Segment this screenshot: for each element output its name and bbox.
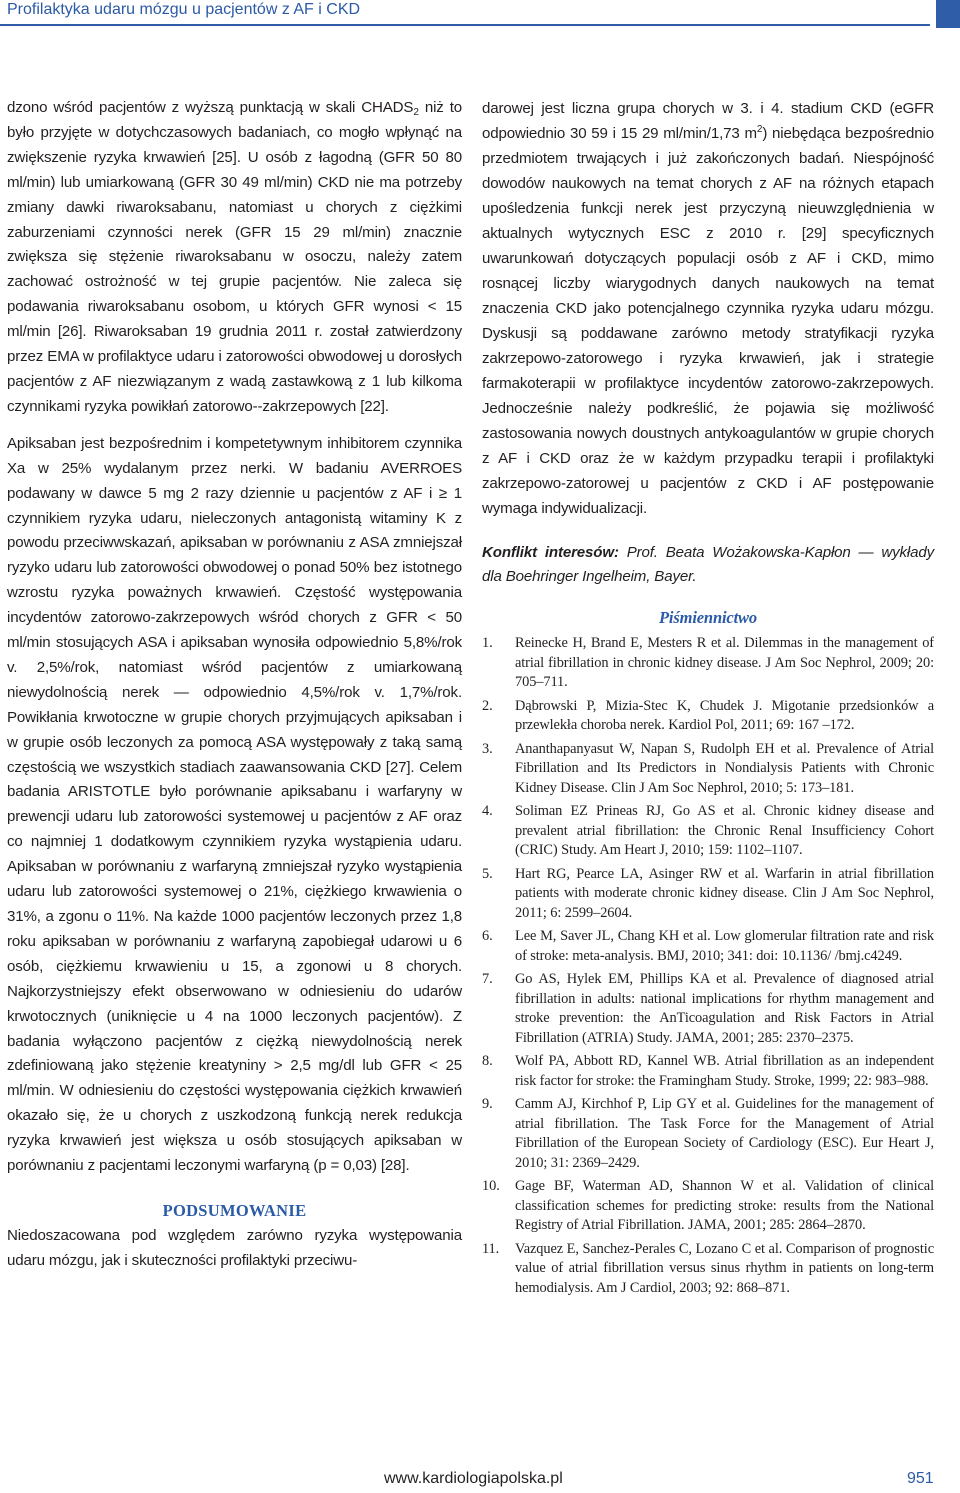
- reference-number: 1.: [482, 635, 493, 651]
- references-list: [482, 634, 934, 1298]
- running-header: [0, 0, 960, 28]
- paragraph-summary-continued: [482, 96, 934, 521]
- reference-number: 8.: [482, 1053, 493, 1069]
- reference-item: [482, 697, 934, 736]
- reference-number: 6.: [482, 928, 493, 944]
- reference-text: Go AS, Hylek EM, Phillips KA et al. Prevalence of diagnosed atrial fibrillation in adults: national implications for rhythm management and stroke prevention: the AnTicoagulation and Risk Factors in Atrial Fibrillation (ATRIA) Study. JAMA, 2001; 285: 2370–2375.: [515, 971, 934, 1046]
- references-heading: Piśmiennictwo: [659, 608, 757, 627]
- reference-item: [482, 865, 934, 924]
- superscript: 2: [756, 124, 763, 135]
- reference-item: [482, 1240, 934, 1299]
- reference-number: 5.: [482, 865, 493, 882]
- reference-text: Ananthapanyasut W, Napan S, Rudolph EH et al. Prevalence of Atrial Fibrillation and Its Predictors in Nondialysis Patients with Chronic Kidney Disease. Clin J Am Soc Nephrol, 2010; 5: 173–181.: [515, 740, 934, 796]
- conflict-text: Prof. Beata Wożakowska-Kapłon — wykłady dla Boehringer Ingelheim, Bayer.: [482, 544, 934, 585]
- reference-text: Wolf PA, Abbott RD, Kannel WB. Atrial fibrillation as an independent risk factor for stroke: the Framingham Study. Stroke, 1999; 22: 983–988.: [515, 1053, 934, 1089]
- paragraph-text: ) niebędąca bezpośrednio przedmiotem trwających i już zakończonych badań. Niespójność dowodów naukowych na temat chorych z AF na różnych etapach upośledzenia funkcji nerek jest przyczyną nieuwzględnienia w aktualnych wytycznych ESC z 2010 r. [29] specyficznych uwarunkowań dotyczących populacji osób z AF i CKD, mimo rosnącej liczby wiarygodnych danych naukowych na temat znaczenia CKD jako potencjalnego czynnika ryzyka udaru mózgu. Dyskusji są poddawane zarówno metody stratyfikacji ryzyka zakrzepowo-zatorowego i ryzyka krwawień, jak i strategie farmakoterapii w profilaktyce incydentów zatorowo-zakrzepowych. Jednocześnie należy podkreślić, że pojawia się możliwość zastosowania nowych doustnych antykoagulantów w grupie chorych z AF i CKD oraz że w każdym przypadku terapii i profilaktyki zakrzepowo-zatorowej u pacjentów z CKD i AF postępowanie wymaga indywidualizacji.: [482, 125, 934, 517]
- reference-text: Soliman EZ Prineas RJ, Go AS et al. Chronic kidney disease and prevalent atrial fibrillation: the Chronic Renal Insufficiency Cohort (CRIC) Study. Am Heart J, 2010; 159: 1102–1107.: [515, 803, 934, 858]
- conflict-of-interest: [482, 541, 934, 589]
- reference-number: 11.: [482, 1240, 500, 1257]
- reference-number: 3.: [482, 740, 493, 757]
- footer-website[interactable]: www.kardiologiapolska.pl: [384, 1470, 563, 1487]
- reference-number: 4.: [482, 803, 493, 819]
- reference-item: [482, 740, 934, 799]
- reference-text: Gage BF, Waterman AD, Shannon W et al. Validation of clinical classification schemes for predicting stroke: results from the National Registry of Atrial Fibrillation. JAMA, 2001; 285: 2864–2870.: [515, 1178, 934, 1233]
- paragraph-text: dzono wśród pacjentów z wyższą punktacją w skali CHADS: [7, 99, 414, 116]
- reference-text: Vazquez E, Sanchez-Perales C, Lozano C et al. Comparison of prognostic value of atrial fibrillation versus sinus rhythm in patients on long-term hemodialysis. Am J Cardiol, 2003; 92: 868–871.: [515, 1240, 934, 1296]
- conflict-label: Konflikt interesów:: [482, 544, 619, 561]
- running-title: Profilaktyka udaru mózgu u pacjentów z AF i CKD: [7, 1, 361, 18]
- reference-item: [482, 802, 934, 861]
- reference-text: Camm AJ, Kirchhof P, Lip GY et al. Guidelines for the management of atrial fibrillation. The Task Force for the Management of Atrial Fibrillation of the European Society of Cardiology (ESC). Eur Heart J, 2010; 31: 2369–2429.: [515, 1096, 934, 1171]
- subscript: 2: [413, 107, 419, 118]
- reference-text: Hart RG, Pearce LA, Asinger RW et al. Warfarin in atrial fibrillation patients with moderate chronic kidney disease. Clin J Am Soc Nephrol, 2011; 6: 2599–2604.: [515, 865, 934, 921]
- right-column: [482, 96, 934, 1302]
- reference-item: [482, 927, 934, 966]
- header-rule: [0, 24, 930, 26]
- paragraph-summary: Niedoszacowana pod względem zarówno ryzyka występowania udaru mózgu, jak i skuteczności profilaktyki przeciwu-: [7, 1226, 462, 1269]
- reference-item: [482, 1177, 934, 1236]
- paragraph-text: darowej jest liczna grupa chorych w 3. i 4. stadium CKD (eGFR odpowiednio 30 59 i 15 29 ml/min/1,73 m: [482, 100, 934, 142]
- paragraph-rivaroxaban: [7, 96, 462, 420]
- reference-item: [482, 1095, 934, 1173]
- reference-text: Lee M, Saver JL, Chang KH et al. Low glomerular filtration rate and risk of stroke: meta-analysis. BMJ, 2010; 341: doi: 10.1136/ /bmj.c4249.: [515, 928, 934, 964]
- reference-number: 7.: [482, 971, 493, 987]
- reference-text: Dąbrowski P, Mizia-Stec K, Chudek J. Migotanie przedsionków a przewlekła choroba nerek. Kardiol Pol, 2011; 69: 167 –172.: [515, 697, 934, 733]
- reference-text: Reinecke H, Brand E, Mesters R et al. Dilemmas in the management of atrial fibrillation in chronic kidney disease. J Am Soc Nephrol, 2009; 20: 705–711.: [515, 635, 934, 690]
- reference-number: 10.: [482, 1178, 500, 1194]
- page-number: 951: [907, 1470, 934, 1487]
- reference-item: [482, 970, 934, 1048]
- reference-item: [482, 1052, 934, 1091]
- reference-number: 2.: [482, 697, 493, 714]
- paragraph-text: niż to było przyjęte w dotychczasowych badaniach, co mogło wpłynąć na zwiększenie ryzyka krwawień [25]. U osób z łagodną (GFR 50 80 ml/min) lub umiarkowaną (GFR 30 49 ml/min) CKD nie ma potrzeby zmiany dawki riwaroksabanu, natomiast u chorych z ciężkimi zaburzeniami czynności nerek (GFR 15 29 ml/min) znacznie zwiększa się stężenie riwaroksabanu w osoczu, należy zatem zachować ostrożność w tej grupie pacjentów. Nie zaleca się podawania riwaroksabanu osobom, u których GFR wynosi < 15 ml/min [26]. Riwaroksaban 19 grudnia 2011 r. został zatwierdzony przez EMA w profilaktyce udaru i zatorowości obwodowej u dorosłych pacjentów z AF niezwiązanym z wadą zastawkową z 1 lub kilkoma czynnikami ryzyka powikłań zatorowo--zakrzepowych [22].: [7, 99, 462, 415]
- reference-number: 9.: [482, 1096, 493, 1112]
- section-heading-summary: PODSUMOWANIE: [162, 1200, 307, 1220]
- paragraph-apixaban: Apiksaban jest bezpośrednim i kompetetywnym inhibitorem czynnika Xa w 25% wydalanym przez nerki. W badaniu AVERROES podawany w dawce 5 mg 2 razy dziennie u pacjentów z AF i ≥ 1 czynnikiem ryzyka udaru, nieleczonych antagonistą witaminy K z powodu przeciwwskazań, apiksaban w porównaniu z ASA zmniejszał ryzyko udaru lub zatorowości obwodowej o ponad 50% bez istotnego wzrostu ryzyka poważnych krwawień. Częstość występowania incydentów zatorowo-zakrzepowych wśród chorych z GFR < 50 ml/min stosujących ASA i apiksaban wynosiła odpowiednio 5,8%/rok v. 2,5%/rok, natomiast wśród pacjentów z umiarkowaną niewydolnością nerek — odpowiednio 4,5%/rok v. 1,7%/rok. Powikłania krwotoczne w grupie chorych przyjmujących apiksaban i w grupie osób leczonych za pomocą ASA występowały z taką samą częstością we wszystkich stadiach zaawansowania CKD [27]. Celem badania ARISTOTLE było porównanie apiksabanu i warfaryny w prewencji udaru lub zatorowości systemowej u pacjentów z AF oraz co najmniej 1 dodatkowym czynnikiem ryzyka wystąpienia udaru. Apiksaban w porównaniu z warfaryną zmniejszał ryzyko wystąpienia udaru lub zatorowości systemowej o 21%, ciężkiego krwawienia o 31%, a zgonu o 11%. Na każde 1000 pacjentów leczonych przez 1,8 roku apiksaban w porównaniu z warfaryną zapobiegał udarowi u 6 osób, ciężkiemu krwawieniu u 15, a zgonowi u 8 chorych. Najkorzystniejszy efekt obserwowano w odniesieniu do udarów krwotocznych (uniknięcie u 4 na 1000 leczonych pacjentów). Z badania wyłączono pacjentów z ciężką niewydolnością nerek zdefiniowaną jako stężenie kreatyniny > 2,5 mg/dl lub GFR < 25 ml/min. W odniesieniu do częstości występowania ciężkich krwawień okazało się, że u chorych z uszkodzoną funkcją nerek redukcja ryzyka krwawień jest większa u osób stosujących apiksaban w porównaniu z pacjentami leczonymi warfaryną (p = 0,03) [28].: [7, 434, 462, 1175]
- header-accent-block: [936, 0, 960, 28]
- left-column: [7, 96, 462, 1274]
- reference-item: [482, 634, 934, 693]
